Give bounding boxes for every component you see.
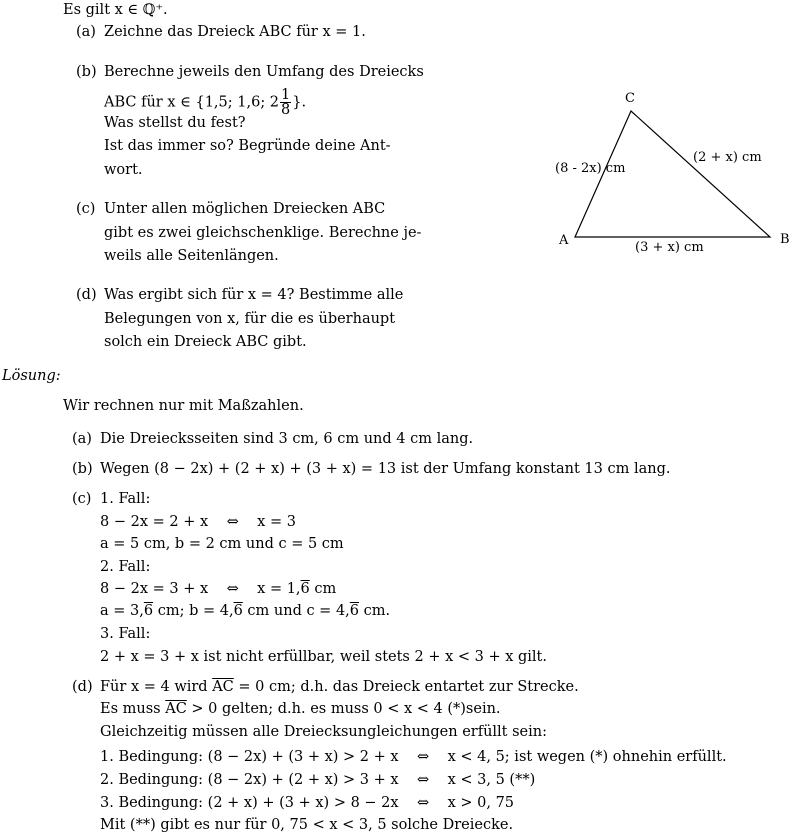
task-b-line2-start: ABC für x ∈ {1,5; 1,6; 2 [104,94,280,111]
case2-result-b: cm; b = 4, [153,603,234,619]
repeating-digit: 6 [349,603,360,619]
condition-2: 2. Bedingung: (8 − 2x) + (2 + x) > 3 + x ⇔ x < 3, 5 (**) [100,772,536,788]
case3-heading: 3. Fall: [100,626,151,642]
task-c-line3: weils alle Seitenlängen. [104,248,279,264]
solution-d-conclusion: Mit (**) gibt es nur für 0, 75 < x < 3, 5 solche Dreiecke. [100,817,514,833]
solution-d-line1-end: = 0 cm; d.h. das Dreieck entartet zur Strecke. [233,679,579,695]
case2-result-end: cm. [359,603,391,619]
vertex-c-label: C [625,91,635,106]
solution-heading: Lösung: [2,368,61,384]
task-b-label: (b) [76,64,97,80]
case2-equation-unit: cm [309,581,337,597]
repeating-digit: 6 [300,581,310,597]
solution-d-line1-start: Für x = 4 wird [100,679,213,695]
case1-equation: 8 − 2x = 2 + x ⇔ x = 3 [100,514,296,530]
case2-equation-text: 8 − 2x = 3 + x ⇔ x = 1, [100,581,301,597]
condition-3: 3. Bedingung: (2 + x) + (3 + x) > 8 − 2x ⇔ x > 0, 75 [100,795,515,811]
task-d-label: (d) [76,287,97,303]
side-ac-label: (8 - 2x) cm [555,161,626,176]
solution-a-text: Die Dreiecksseiten sind 3 cm, 6 cm und 4 cm lang. [100,431,474,447]
solution-d-line2-end: > 0 gelten; d.h. es muss 0 < x < 4 (*)sein. [186,701,501,717]
fraction-numerator: 1 [281,87,291,103]
case2-result-a: a = 3, [100,603,144,619]
solution-b-text: Wegen (8 − 2x) + (2 + x) + (3 + x) = 13 ist der Umfang konstant 13 cm lang. [100,461,671,477]
vertex-b-label: B [780,232,790,247]
solution-intro: Wir rechnen nur mit Maßzahlen. [63,398,304,414]
task-b-line2-end: }. [292,94,307,111]
solution-b-label: (b) [72,461,93,477]
side-bc-label: (2 + x) cm [693,150,762,165]
case1-result: a = 5 cm, b = 2 cm und c = 5 cm [100,536,344,552]
case3-result: 2 + x = 3 + x ist nicht erfüllbar, weil stets 2 + x < 3 + x gilt. [100,649,547,665]
side-ab-label: (3 + x) cm [635,240,704,255]
task-d-line1: Was ergibt sich für x = 4? Bestimme alle [104,287,404,303]
solution-d-line2 [100,699,501,719]
task-b-line4: Ist das immer so? Begründe deine Ant- [104,138,391,154]
vertex-a-label: A [559,233,569,248]
segment-ac: $\overline{AC}$ [212,679,234,695]
case2-result [100,601,390,621]
task-c-label: (c) [76,201,96,217]
task-b-line1: Berechne jeweils den Umfang des Dreiecks [104,64,424,80]
solution-c-label: (c) [72,491,92,507]
task-c-line2: gibt es zwei gleichschenklige. Berechne je- [104,225,422,241]
case2-result-c: cm und c = 4, [242,603,350,619]
condition-1: 1. Bedingung: (8 − 2x) + (3 + x) > 2 + x ⇔ x < 4, 5; ist wegen (*) ohnehin erfüllt. [100,749,727,765]
case1-heading: 1. Fall: [100,491,151,507]
fraction [280,88,291,117]
task-c-line1: Unter allen möglichen Dreiecken ABC [104,201,386,217]
solution-a-label: (a) [72,431,92,447]
solution-d-line1 [100,677,579,697]
solution-d-line2-start: Es muss [100,701,166,717]
task-d-line2: Belegungen von x, für die es überhaupt [104,311,396,327]
case2-equation [100,579,336,599]
task-b-line5: wort. [104,162,143,178]
case2-heading: 2. Fall: [100,559,151,575]
segment-ac: $\overline{AC}$ [165,701,187,717]
task-a-label: (a) [76,24,96,40]
solution-d-line3: Gleichzeitig müssen alle Dreiecksungleichungen erfüllt sein: [100,724,548,740]
fraction-denominator: 8 [281,102,291,118]
repeating-digit: 6 [233,603,243,619]
task-b-line3: Was stellst du fest? [104,115,246,131]
repeating-digit: 6 [143,603,154,619]
intro-text: Es gilt x ∈ ℚ⁺. [63,2,168,18]
task-d-line3: solch ein Dreieck ABC gibt. [104,334,307,350]
solution-d-label: (d) [72,679,93,695]
task-a-text: Zeichne das Dreieck ABC für x = 1. [104,24,366,40]
